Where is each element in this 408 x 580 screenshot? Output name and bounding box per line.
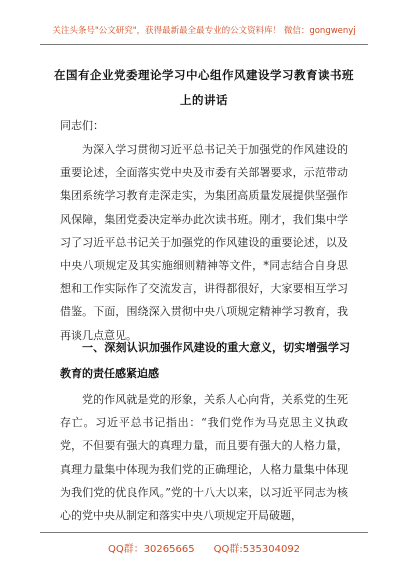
page-header-promo: 关注头条号"公文研究"，获得最新最全最专业的公文资料库！ 微信：gongwenyj — [52, 26, 356, 36]
document-title-line-2: 上的讲话 — [180, 93, 228, 107]
greeting: 同志们： — [60, 119, 104, 132]
intro-paragraph: 为深入学习贯彻习近平总书记关于加强党的作风建设的重要论述，全面落实党中央及市委有关部署要求，示范带动集团系统学习教育走深走实，为集团高质量发展提供坚强作风保障，集团党委决定举办此次读书班。刚才，我们集中学习了习近平总书记关于加强党的作风建设的重要论述，以及中央八项规定及其实施细则精神等文件，*同志结合自身思想和工作实际作了交流发言，讲得都很好，大家要相互学习借鉴。下面，围绕深入贯彻中央八项规定精神学习教育，我再谈几点意见。 — [60, 143, 348, 342]
section-1-heading: 一、深刻认识加强作风建设的重大意义，切实增强学习教育的责任感紧迫感 — [60, 341, 350, 380]
document-title-line-1: 在国有企业党委理论学习中心组作风建设学习教育读书班 — [54, 68, 354, 82]
header-divider — [40, 44, 368, 45]
page-footer-qq-groups: QQ群：30265665 QQ群:535304092 — [107, 544, 301, 555]
section-1-body: 党的作风就是党的形象，关系人心向背，关系党的生死存亡。习近平总书记指出：“我们党作为马克思主义执政党，不但要有强大的真理力量，而且要有强大的人格力量，真理力量集中体现为我们党的正确理论，人格力量集中体现为我们党的优良作风。”党的十八大以来，以习近平同志为核心的党中央从制定和落实中央八项规定开局破题， — [60, 393, 348, 523]
footer-divider — [40, 532, 368, 533]
